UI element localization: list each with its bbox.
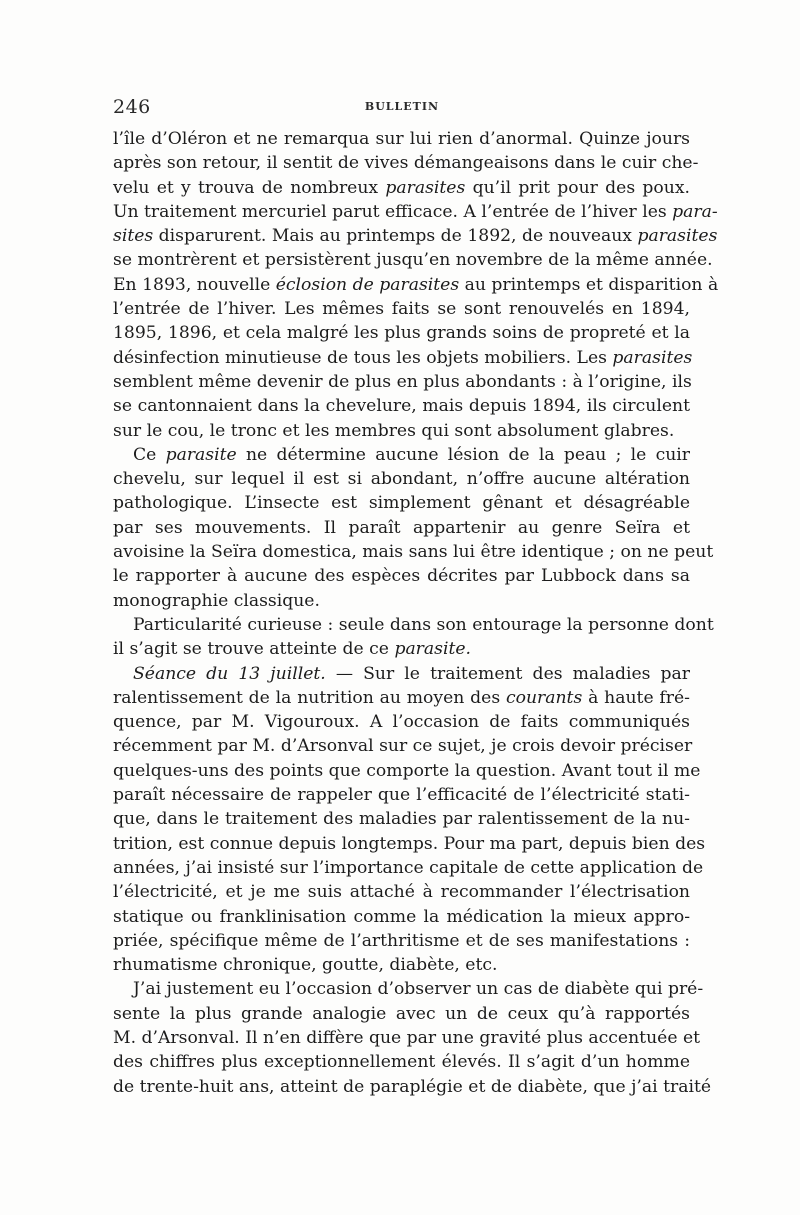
text-line xyxy=(113,564,690,588)
text-span: l’électricité, et je me suis attaché à recommander l’électrisation xyxy=(113,882,690,903)
text-span: paraît nécessaire de rappeler que l’efficacité de l’électricité stati- xyxy=(113,785,690,806)
text-line xyxy=(113,540,714,564)
text-line xyxy=(113,783,690,807)
text-line xyxy=(113,467,690,491)
text-line xyxy=(113,953,690,977)
text-span: des chiffres plus exceptionnellement élevés. Il s’agit d’un homme xyxy=(113,1052,690,1073)
text-line xyxy=(113,686,690,710)
text-line xyxy=(113,1026,701,1050)
running-title: BULLETIN xyxy=(364,100,440,113)
text-span: se cantonnaient dans la chevelure, mais depuis 1894, ils circulent xyxy=(113,396,690,417)
text-span: Particularité curieuse : seule dans son entourage la personne dont xyxy=(133,614,714,635)
text-span: le rapporter à aucune des espèces décrites par Lubbock dans sa xyxy=(113,566,690,587)
text-line xyxy=(113,759,701,783)
text-span: sur le cou, le tronc et les membres qui sont absolument glabres. xyxy=(113,420,675,441)
text-span: l’île d’Oléron et ne remarqua sur lui rien d’anormal. Quinze jours xyxy=(113,129,690,149)
text-line xyxy=(113,613,714,637)
text-span: quelques-uns des points que comporte la question. Avant tout il me xyxy=(113,760,701,781)
text-span: de trente-huit ans, atteint de paraplégie et de diabète, que j’ai traité xyxy=(113,1076,712,1097)
text-line xyxy=(113,905,690,929)
text-line xyxy=(113,491,690,515)
text-line xyxy=(113,370,690,394)
italic-span: éclosion de parasites xyxy=(275,274,460,295)
text-span: l’entrée de l’hiver. Les mêmes faits se sont renouvelés en 1894, xyxy=(113,299,690,320)
text-line xyxy=(113,248,713,272)
text-line xyxy=(113,200,718,224)
text-span: quence, par M. Vigouroux. A l’occasion de faits communiqués xyxy=(113,712,690,733)
text-line xyxy=(113,394,690,418)
italic-span: parasites xyxy=(637,226,718,247)
text-line xyxy=(113,807,690,831)
text-span: désinfection minutieuse de tous les objets mobiliers. Les xyxy=(113,347,613,368)
italic-span: courants xyxy=(505,687,583,708)
italic-span: Séance du 13 juillet. xyxy=(133,663,326,684)
text-span: monographie classique. xyxy=(113,590,320,611)
text-line xyxy=(113,589,690,613)
text-line xyxy=(113,297,690,321)
text-line xyxy=(113,346,693,370)
text-span: après son retour, il sentit de vives démangeaisons dans le cuir che- xyxy=(113,153,699,174)
text-line xyxy=(113,1050,690,1074)
text-span: se montrèrent et persistèrent jusqu’en novembre de la même année. xyxy=(113,250,713,271)
page-header xyxy=(113,96,691,124)
text-span: pathologique. L’insecte est simplement gênant et désagréable xyxy=(113,493,690,514)
text-span: récemment par M. d’Arsonval sur ce sujet, je crois devoir préciser xyxy=(113,736,693,757)
text-line xyxy=(113,419,690,443)
text-line xyxy=(113,516,690,540)
italic-span: para- xyxy=(672,201,718,222)
text-span: qu’il prit pour des poux. xyxy=(465,177,690,198)
text-span: au printemps et disparition à xyxy=(459,274,719,295)
text-line xyxy=(113,637,690,661)
text-span: chevelu, sur lequel il est si abondant, n’offre aucune altération xyxy=(113,469,690,490)
italic-span: parasites xyxy=(612,347,693,368)
text-line xyxy=(113,1002,690,1026)
text-span: sente la plus grande analogie avec un de ceux qu’à rapportés xyxy=(113,1003,690,1024)
text-line xyxy=(113,710,690,734)
text-span: Ce xyxy=(133,444,166,465)
text-line xyxy=(113,176,690,200)
text-line xyxy=(113,929,690,953)
text-line xyxy=(113,734,693,758)
italic-span: sites xyxy=(113,226,154,247)
text-span: priée, spécifique même de l’arthritisme et de ses manifestations : xyxy=(113,930,690,951)
text-span: à haute fré- xyxy=(582,687,690,708)
text-span: disparurent. Mais au printemps de 1892, de nouveaux xyxy=(153,226,638,247)
text-span: avoisine la Seïra domestica, mais sans lui être identique ; on ne peut xyxy=(113,542,714,563)
text-span: rhumatisme chronique, goutte, diabète, etc. xyxy=(113,955,498,976)
text-line xyxy=(113,856,704,880)
text-line xyxy=(113,321,690,345)
text-line xyxy=(113,127,690,151)
text-span: velu et y trouva de nombreux xyxy=(113,177,386,198)
text-line xyxy=(113,151,699,175)
text-span: ralentissement de la nutrition au moyen des xyxy=(113,687,506,708)
italic-span: parasite xyxy=(165,444,237,465)
text-line xyxy=(113,662,690,686)
text-span: Un traitement mercuriel parut efficace. A l’entrée de l’hiver les xyxy=(113,201,673,222)
text-span: statique ou franklinisation comme la médication la mieux appro- xyxy=(113,906,690,927)
text-line xyxy=(113,880,690,904)
text-span: — Sur le traitement des maladies par xyxy=(325,663,691,684)
italic-span: parasite. xyxy=(394,639,472,660)
text-span: M. d’Arsonval. Il n’en diffère que par une gravité plus accentuée et xyxy=(113,1027,701,1048)
text-span: 1895, 1896, et cela malgré les plus grands soins de propreté et la xyxy=(113,323,690,344)
text-line xyxy=(113,977,704,1001)
text-line xyxy=(113,832,706,856)
text-line xyxy=(113,1075,712,1099)
text-span: trition, est connue depuis longtemps. Pour ma part, depuis bien des xyxy=(113,833,706,854)
italic-span: parasites xyxy=(385,177,466,198)
text-line xyxy=(113,273,719,297)
text-span: En 1893, nouvelle xyxy=(113,274,276,295)
body-text xyxy=(113,127,719,1099)
text-line xyxy=(113,224,718,248)
text-span: que, dans le traitement des maladies par ralentissement de la nu- xyxy=(113,809,690,830)
text-span: il s’agit se trouve atteinte de ce xyxy=(113,639,395,660)
text-span: ne détermine aucune lésion de la peau ; le cuir xyxy=(236,444,690,465)
text-span: années, j’ai insisté sur l’importance capitale de cette application de xyxy=(113,857,704,878)
page-number: 246 xyxy=(113,96,151,118)
text-span: par ses mouvements. Il paraît appartenir au genre Seïra et xyxy=(113,517,690,538)
text-span: semblent même devenir de plus en plus abondants : à l’origine, ils xyxy=(113,371,692,392)
text-line xyxy=(113,443,690,467)
text-span: J’ai justement eu l’occasion d’observer un cas de diabète qui pré- xyxy=(133,979,704,1000)
